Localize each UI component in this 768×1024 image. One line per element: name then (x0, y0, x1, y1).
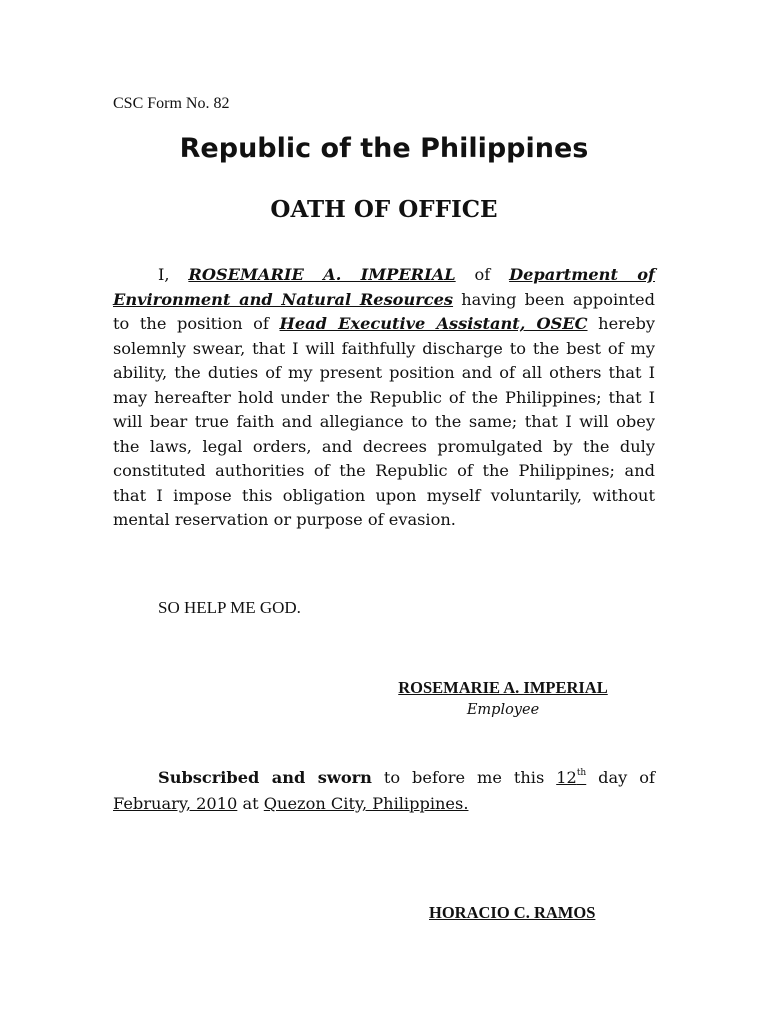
subscribed-lead: Subscribed and sworn (158, 768, 372, 787)
document-title: OATH OF OFFICE (270, 196, 498, 223)
subscribed-day (556, 768, 586, 787)
subscribed-day-suffix: th (576, 767, 587, 778)
oath-employee-name: ROSEMARIE A. IMPERIAL (188, 265, 456, 284)
oath-text-appointed: having been appointed to the position of (113, 289, 655, 333)
subscribed-place: Quezon City, Philippines. (263, 794, 469, 813)
republic-heading: Republic of the Philippines (179, 133, 589, 164)
employee-signature-block (372, 677, 634, 721)
oath-paragraph (113, 263, 655, 533)
subscribed-text-before: to before me this (371, 768, 557, 787)
oath-text-of: of (455, 265, 510, 284)
closing-line: SO HELP ME GOD. (158, 598, 301, 617)
oath-department: Department of Environment and Natural Resources (113, 265, 656, 309)
administering-officer-name: HORACIO C. RAMOS (429, 903, 596, 922)
employee-name: ROSEMARIE A. IMPERIAL (398, 678, 608, 697)
form-number: CSC Form No. 82 (113, 95, 230, 112)
subscribed-date: February, 2010 (113, 794, 238, 813)
subscription-paragraph (113, 765, 655, 817)
subscribed-text-at: at (237, 794, 264, 813)
subscribed-text-day-of: day of (586, 768, 655, 787)
oath-text-intro: I, (158, 265, 189, 284)
subscribed-day-number: 12 (556, 768, 577, 787)
oath-text-body: hereby solemnly swear, that I will faithfully discharge to the best of my ability, the duties of my present position and of all others that I may hereafter hold under the Republic of the Philippines; that I will bear true faith and allegiance to the same; that I will obey the laws, legal orders, and decrees promulgated by the duly constituted authorities of the Republic of the Philippines; and that I impose this obligation upon myself voluntarily, without mental reservation or purpose of evasion. (113, 314, 655, 529)
employee-role: Employee (466, 702, 540, 718)
oath-position: Head Executive Assistant, OSEC (279, 314, 588, 333)
